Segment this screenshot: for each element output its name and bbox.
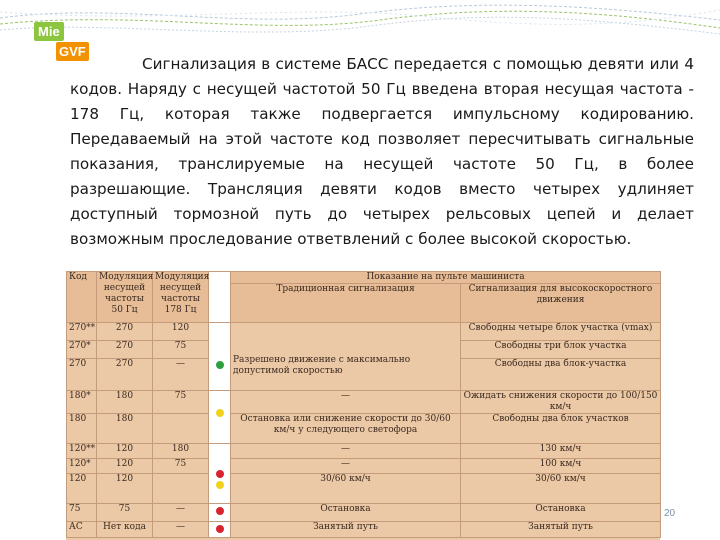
cell-mod50: 270 <box>97 323 153 341</box>
cell-highspeed: 100 км/ч <box>461 459 661 474</box>
cell-mod50: 270 <box>97 341 153 359</box>
table-row <box>67 459 661 474</box>
signal-table <box>66 271 661 538</box>
cell-mod178: 75 <box>153 459 209 474</box>
red-signal-icon <box>216 507 224 515</box>
cell-traditional: — <box>231 391 461 414</box>
cell-highspeed: 130 км/ч <box>461 444 661 459</box>
cell-mod50: 180 <box>97 391 153 414</box>
cell-code: АС <box>67 522 97 538</box>
table-row <box>67 474 661 504</box>
red-signal-icon <box>216 470 224 478</box>
yellow-signal-icon <box>216 481 224 489</box>
cell-mod178 <box>153 474 209 504</box>
cell-mod50: 120 <box>97 474 153 504</box>
cell-mod178 <box>153 414 209 444</box>
cell-traditional: Остановка или снижение скорости до 30/60 км/ч у следующего светофора <box>231 414 461 444</box>
cell-mod178: — <box>153 522 209 538</box>
cell-mod178: 75 <box>153 391 209 414</box>
cell-highspeed: Свободны два блок участков <box>461 414 661 444</box>
table-row <box>67 444 661 459</box>
lamp-cell-green <box>209 323 231 391</box>
signal-table-wrapper <box>66 271 660 540</box>
header-driver-display: Показание на пульте машиниста <box>231 272 661 284</box>
paragraph-rest: или 4 кодов. Наряду с несущей частотой 50 Гц введена вторая несущая частота - 178 Гц, которая также подвергается импульсному кодированию. Передаваемый на этой частоте код позволяет пересчитывать сигнальные показания, транслируемые на несущей частоте 50 Гц, в более разрешающие. Трансляция девяти кодов вместо четырех удлиняет доступный тормозной путь до четырех рельсовых цепей и делает возможным проследование ответвлений с более высокой скоростью. <box>70 55 694 248</box>
cell-mod50: 120 <box>97 459 153 474</box>
cell-traditional: — <box>231 459 461 474</box>
cell-code: 180 <box>67 414 97 444</box>
cell-mod50: 120 <box>97 444 153 459</box>
table-header-row <box>67 272 661 284</box>
cell-highspeed: Ожидать снижения скорости до 100/150 км/ч <box>461 391 661 414</box>
logo-gvf: GVF <box>56 42 89 61</box>
header-lamp <box>209 272 231 323</box>
cell-mod178: 75 <box>153 341 209 359</box>
cell-mod178: 120 <box>153 323 209 341</box>
cell-code: 270* <box>67 341 97 359</box>
cell-highspeed: 30/60 км/ч <box>461 474 661 504</box>
table-row <box>67 522 661 538</box>
cell-mod178: 180 <box>153 444 209 459</box>
red-signal-icon <box>216 525 224 533</box>
cell-mod50: 75 <box>97 504 153 522</box>
cell-traditional: — <box>231 444 461 459</box>
cell-code: 180* <box>67 391 97 414</box>
green-signal-icon <box>216 361 224 369</box>
cell-highspeed: Свободны три блок участка <box>461 341 661 359</box>
header-code: Код <box>67 272 97 323</box>
cell-mod178: — <box>153 359 209 391</box>
cell-code: 270 <box>67 359 97 391</box>
logo-mie: Mie <box>34 22 64 41</box>
table-row <box>67 323 661 341</box>
lamp-cell-red <box>209 522 231 538</box>
lamp-cell-red <box>209 504 231 522</box>
cell-code: 270** <box>67 323 97 341</box>
cell-code: 120 <box>67 474 97 504</box>
cell-code: 120* <box>67 459 97 474</box>
header-traditional: Традиционная сигнализация <box>231 284 461 323</box>
cell-traditional: 30/60 км/ч <box>231 474 461 504</box>
cell-traditional: Разрешено движение с максимально допустимой скоростью <box>231 323 461 391</box>
header-highspeed: Сигнализация для высокоскоростного движения <box>461 284 661 323</box>
cell-code: 75 <box>67 504 97 522</box>
header-mod50: Модуляция несущей частоты 50 Гц <box>97 272 153 323</box>
cell-code: 120** <box>67 444 97 459</box>
table-row <box>67 391 661 414</box>
cell-highspeed: Остановка <box>461 504 661 522</box>
cell-mod50: Нет кода <box>97 522 153 538</box>
lamp-cell-yellow <box>209 391 231 444</box>
cell-mod50: 180 <box>97 414 153 444</box>
cell-highspeed: Занятый путь <box>461 522 661 538</box>
cell-traditional: Остановка <box>231 504 461 522</box>
page-number: 20 <box>664 508 676 519</box>
main-paragraph <box>70 52 694 252</box>
lamp-cell-red-yellow <box>209 444 231 504</box>
table-row <box>67 504 661 522</box>
cell-mod50: 270 <box>97 359 153 391</box>
cell-highspeed: Свободны два блок-участка <box>461 359 661 391</box>
cell-highspeed: Свободны четыре блок участка (vmax) <box>461 323 661 341</box>
cell-mod178: — <box>153 504 209 522</box>
table-row <box>67 414 661 444</box>
yellow-signal-icon <box>216 409 224 417</box>
header-mod178: Модуляция несущей частоты 178 Гц <box>153 272 209 323</box>
cell-traditional: Занятый путь <box>231 522 461 538</box>
paragraph-first-line: Сигнализация в системе БАСС передается с помощью девяти <box>142 55 645 73</box>
